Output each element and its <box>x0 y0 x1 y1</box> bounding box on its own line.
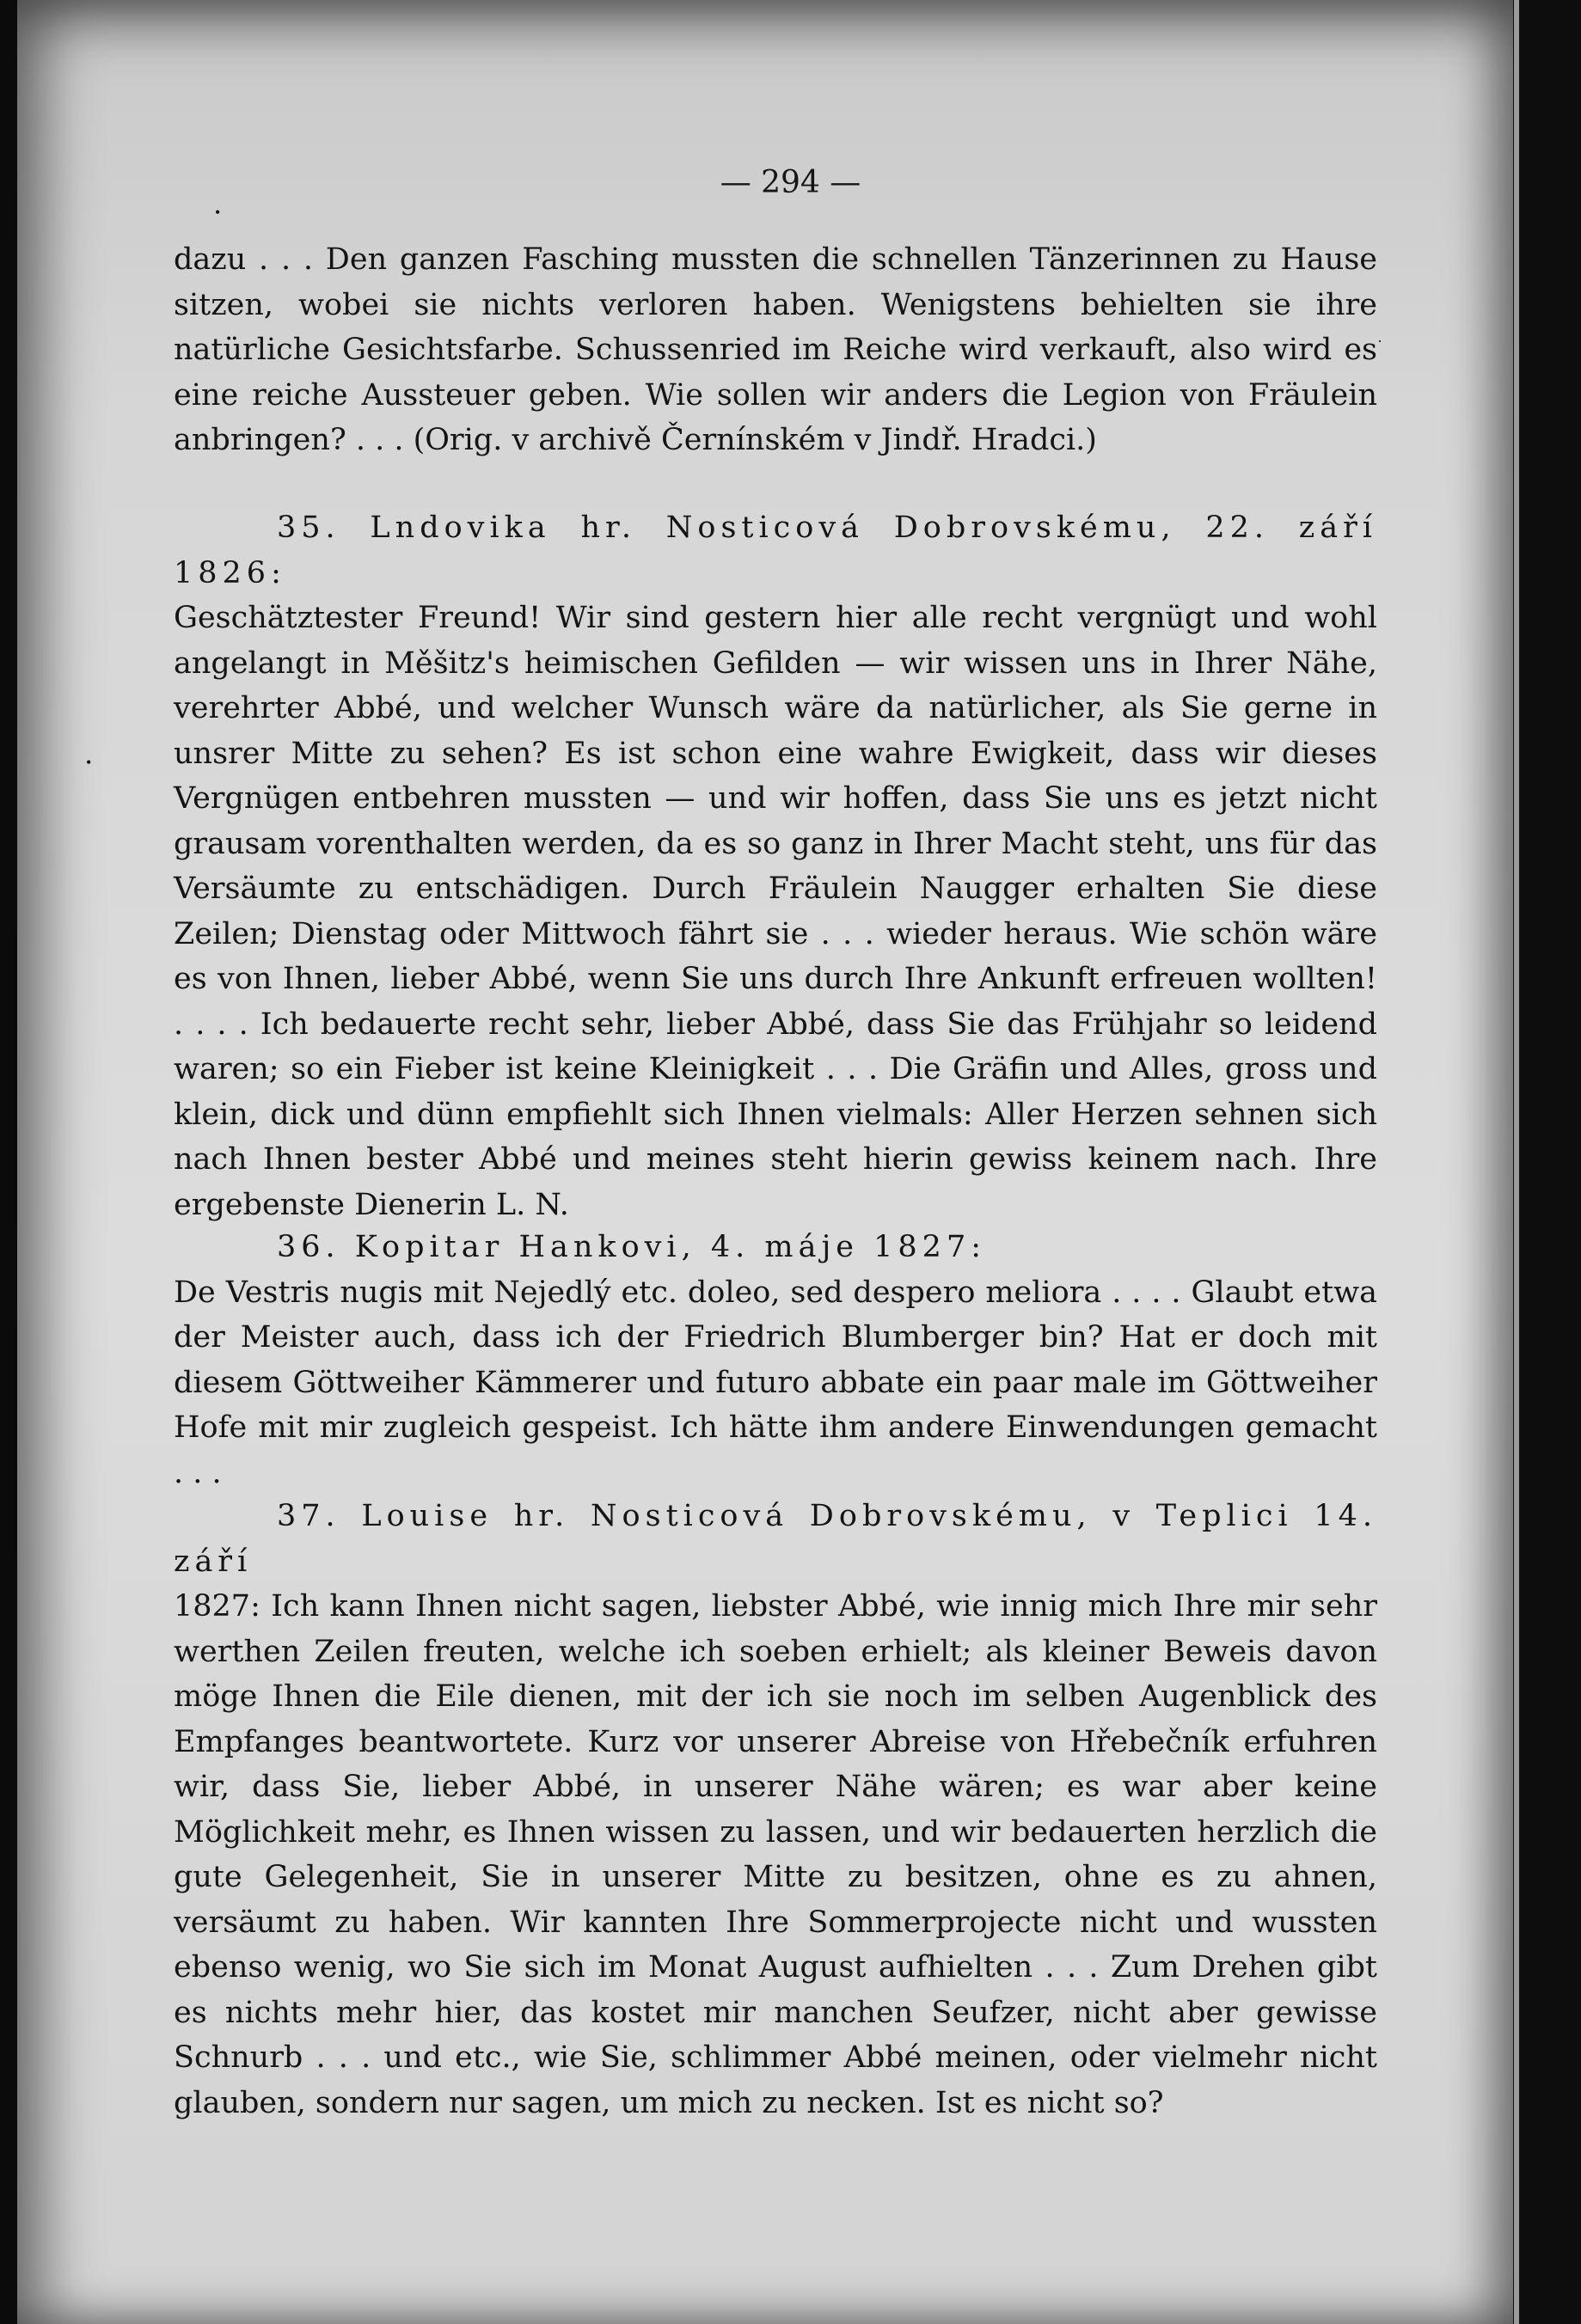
letter-36 <box>174 1225 1377 1495</box>
page-edge-shadow <box>1513 0 1581 2324</box>
letter-heading: 36. Kopitar Hankovi, 4. máje 1827: <box>277 1230 987 1264</box>
margin-dot: · <box>1377 333 1382 350</box>
page-edge-rule <box>1514 0 1519 2324</box>
paragraph-text: dazu . . . Den ganzen Fasching mussten die schnellen Tänzerinnen zu Hause sitzen, wobei sie nichts verloren haben. Wenigstens behielten sie ihre natürliche Gesichtsfarbe. Schussenried im Reiche wird verkauft, also wird es eine reiche Aussteuer geben. Wie sollen wir anders die Legion von Fräulein anbringen? . . . (Orig. v archivě Černínském v Jindř. Hradci.) <box>174 242 1377 457</box>
paragraph-text: 1827: Ich kann Ihnen nicht sagen, liebster Abbé, wie innig mich Ihre mir sehr werthen Zeilen freuten, welche ich soeben erhielt; als kleiner Beweis davon möge Ihnen die Eile dienen, mit der ich sie noch im selben Augenblick des Empfanges beantwortete. Kurz vor unserer Abreise von Hřebečník erfuhren wir, dass Sie, lieber Abbé, in unserer Nähe wären; es war aber keine Möglichkeit mehr, es Ihnen wissen zu lassen, und wir bedauerten herzlich die gute Gelegenheit, Sie in unserer Mitte zu besitzen, ohne es zu ahnen, versäumt zu haben. Wir kannten Ihre Sommerprojecte nicht und wussten ebenso wenig, wo Sie sich im Monat August aufhielten . . . Zum Drehen gibt es nichts mehr hier, das kostet mir manchen Seufzer, nicht aber gewisse Schnurb . . . und etc., wie Sie, schlimmer Abbé meinen, oder vielmehr nicht glauben, sondern nur sagen, um mich zu necken. Ist es nicht so? <box>174 1589 1377 2120</box>
letter-continuation <box>174 237 1377 463</box>
letter-heading: 35. Lndovika hr. Nosticová Dobrovskému, 22. září 1826: <box>174 511 1377 590</box>
margin-dot: • <box>86 754 92 771</box>
letter-37 <box>174 1494 1377 2125</box>
ink-speck: • <box>215 204 221 221</box>
paragraph-text: De Vestris nugis mit Nejedlý etc. doleo, sed despero meliora . . . . Glaubt etwa der Meister auch, dass ich der Friedrich Blumberger bin? Hat er doch mit diesem Göttweiher Kämmerer und futuro abbate ein paar male im Göttweiher Hofe mit mir zugleich gespeist. Ich hätte ihm andere Einwendungen gemacht . . . <box>174 1275 1377 1490</box>
letter-heading: 37. Louise hr. Nosticová Dobrovskému, v Teplici 14. září <box>174 1499 1377 1579</box>
page-number: — 294 — <box>720 165 861 200</box>
letter-35 <box>174 505 1377 1227</box>
paragraph-text: Geschätztester Freund! Wir sind gestern hier alle recht vergnügt und wohl angelangt in Měšitz's heimischen Gefilden — wir wissen uns in Ihrer Nähe, verehrter Abbé, und welcher Wunsch wäre da natürlicher, als Sie gerne in unsrer Mitte zu sehen? Es ist schon eine wahre Ewigkeit, dass wir dieses Vergnügen entbehren mussten — und wir hoffen, dass Sie uns es jetzt nicht grausam vorenthalten werden, da es so ganz in Ihrer Macht steht, uns für das Versäumte zu entschädigen. Durch Fräulein Naugger erhalten Sie diese Zeilen; Dienstag oder Mittwoch fährt sie . . . wieder heraus. Wie schön wäre es von Ihnen, lieber Abbé, wenn Sie uns durch Ihre Ankunft erfreuen wollten! . . . . Ich bedauerte recht sehr, lieber Abbé, dass Sie das Frühjahr so leidend waren; so ein Fieber ist keine Kleinigkeit . . . Die Gräfin und Alles, gross und klein, dick und dünn empfiehlt sich Ihnen vielmals: Aller Herzen sehnen sich nach Ihnen bester Abbé und meines steht hierin gewiss keinem nach. Ihre ergebenste Dienerin L. N. <box>174 601 1377 1222</box>
